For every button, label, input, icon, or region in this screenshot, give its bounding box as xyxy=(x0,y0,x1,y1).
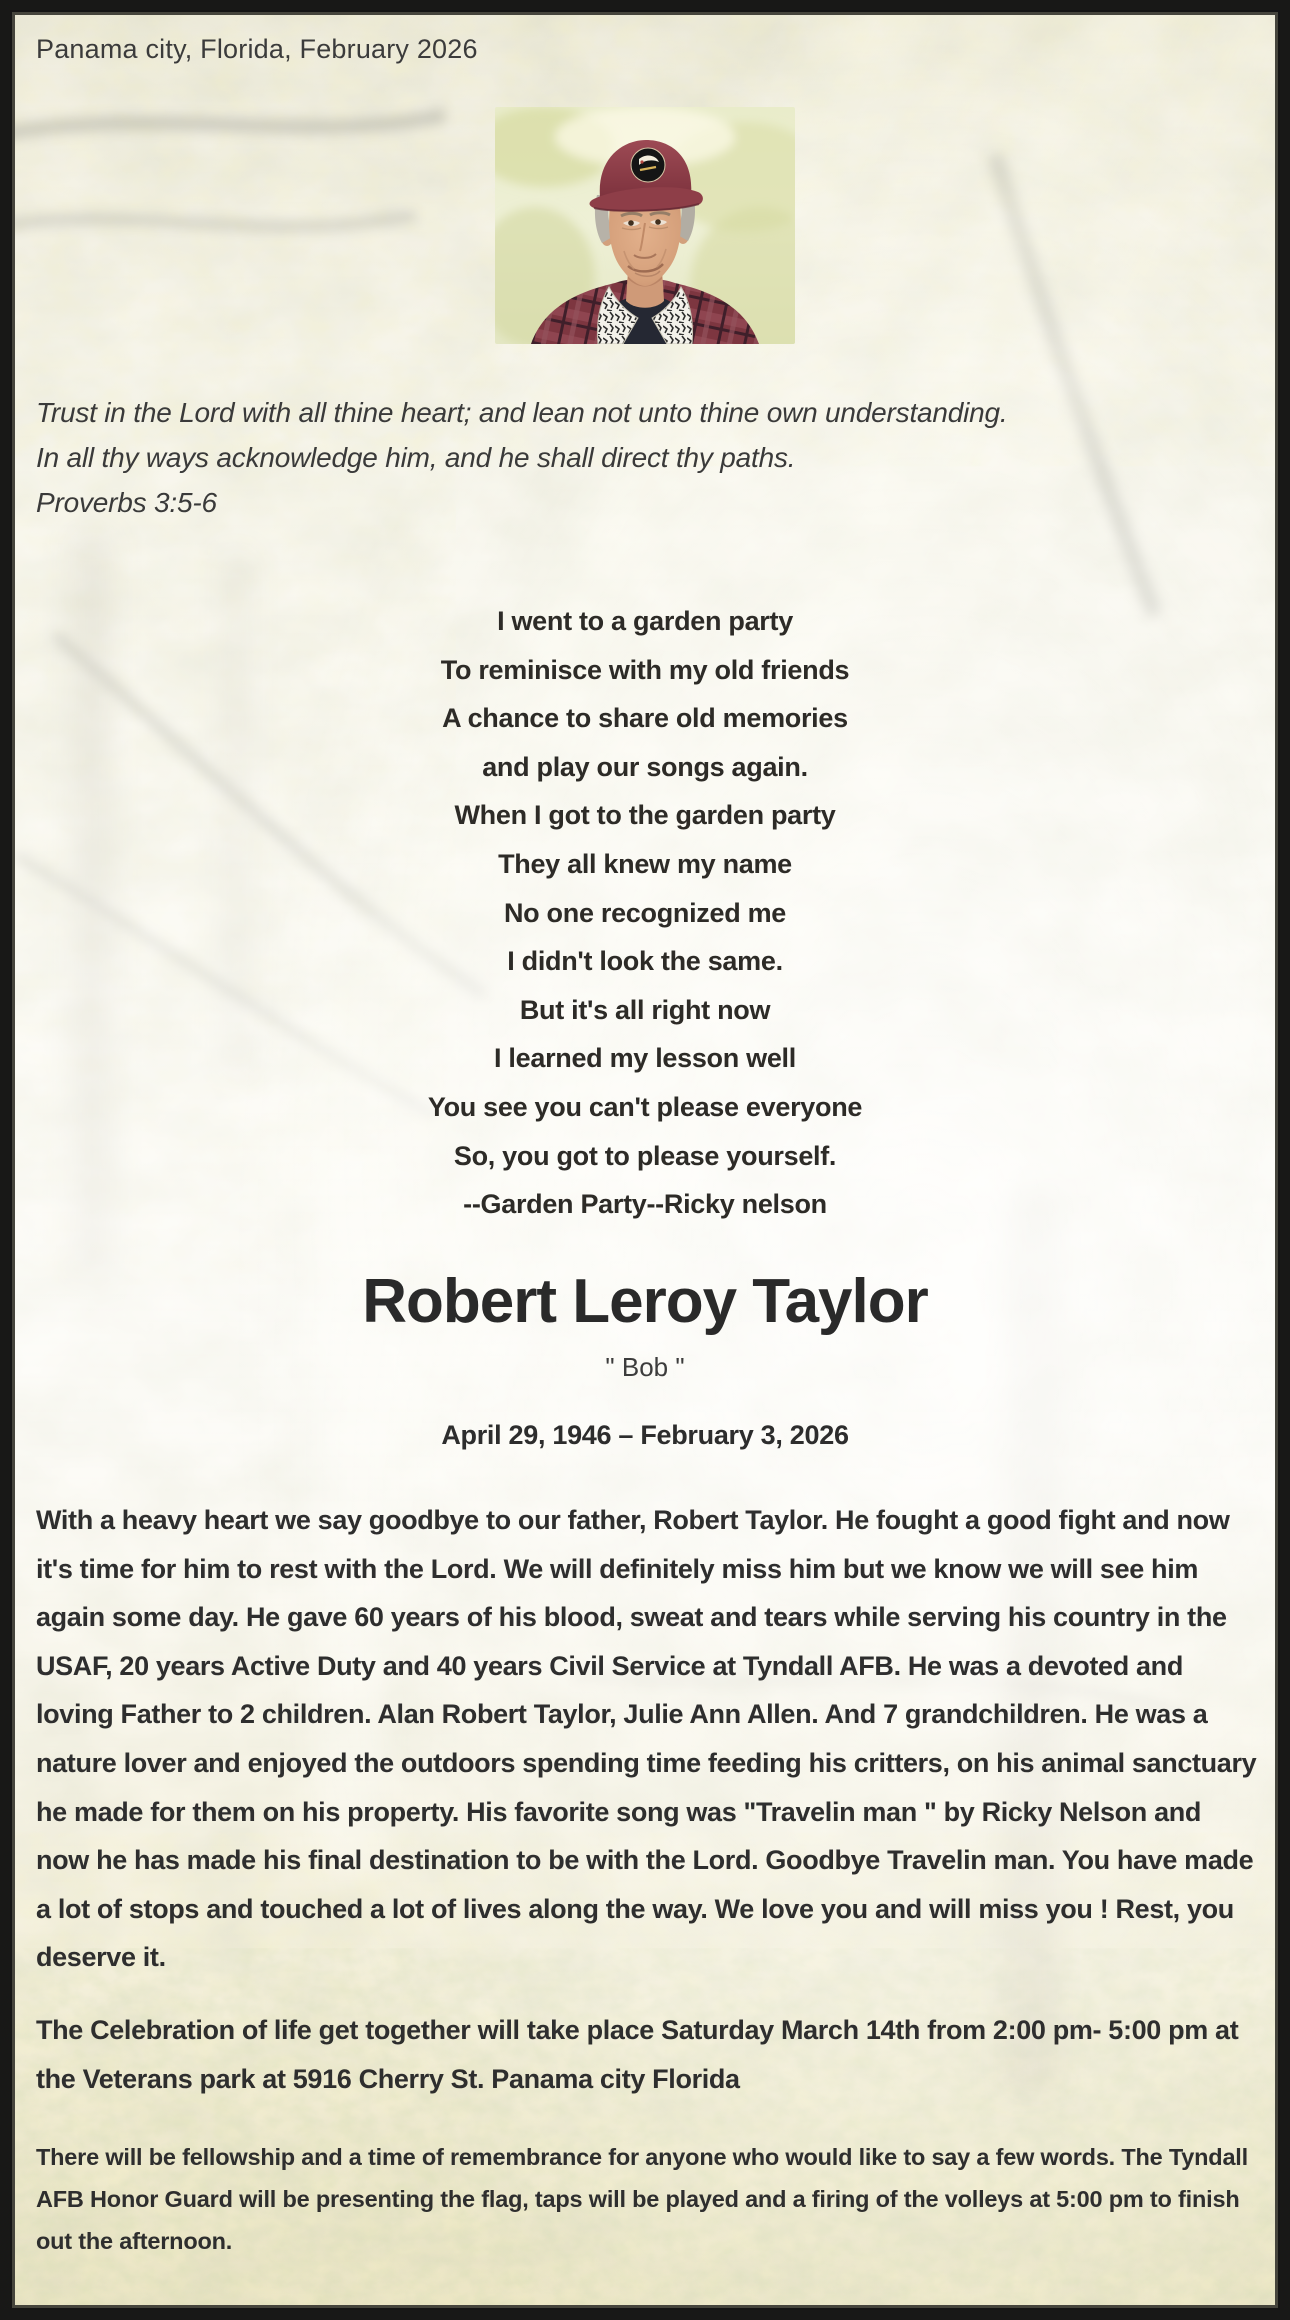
poem-line: I went to a garden party xyxy=(497,606,793,636)
dateline: Panama city, Florida, February 2026 xyxy=(36,34,478,64)
poem-credit: --Garden Party--Ricky nelson xyxy=(463,1189,827,1220)
scripture-line: In all thy ways acknowledge him, and he shall direct thy paths. xyxy=(36,442,796,473)
obituary-text: With a heavy heart we say goodbye to our father, Robert Taylor. He fought a good fight and now it's time for him to rest with the Lord. We will definitely miss him but we know we will see him again some day. He gave 60 years of his blood, sweat and tears while serving his country in the USAF, 20 years Active Duty and 40 years Civil Service at Tyndall AFB. He was a devoted and loving Father to 2 children. Alan Robert Taylor, Julie Ann Allen. And 7 grandchildren. He was a nature lover and enjoyed the outdoors spending time feeding his critters, on his animal sanctuary he made for them on his property. His favorite song was "Travelin man " by Ricky Nelson and now he has made his final destination to be with the Lord. Goodbye Travelin man. You have made a lot of stops and touched a lot of lives along the way. We love you and will miss you ! Rest, you deserve it. xyxy=(36,1505,1257,1973)
poem-line: They all knew my name xyxy=(498,848,792,879)
deceased-name: Robert Leroy Taylor xyxy=(362,1267,928,1336)
poem-line: To reminisce with my old friends xyxy=(440,654,850,685)
memorial-poem xyxy=(0,597,1290,1229)
celebration-announcement: The Celebration of life get together will take place Saturday March 14th from 2:00 pm- 5:00 pm at the Veterans park at 5916 Cherry St. Panama city Florida xyxy=(36,2015,1239,2094)
remembrance-details: There will be fellowship and a time of remembrance for anyone who would like to say a few words. The Tyndall AFB Honor Guard will be presenting the flag, taps will be played and a firing of the volleys at 5:00 pm to finish out the afternoon. xyxy=(36,2144,1248,2254)
poem-line: So, you got to please yourself. xyxy=(453,1140,837,1171)
poem-line: But it's all right now xyxy=(519,994,771,1025)
poem-line: You see you can't please everyone xyxy=(427,1091,863,1122)
poem-line: and play our songs again. xyxy=(482,751,808,782)
portrait-photo xyxy=(495,107,795,344)
poem-line: A chance to share old memories xyxy=(442,703,848,734)
poem-line: When I got to the garden party xyxy=(454,800,836,831)
lifespan-dates: April 29, 1946 – February 3, 2026 xyxy=(441,1420,849,1450)
poem-line: I learned my lesson well xyxy=(494,1043,796,1074)
scripture-quote xyxy=(36,390,1008,525)
poem-line: No one recognized me xyxy=(503,897,787,928)
portrait-illustration xyxy=(495,107,795,344)
scripture-line: Trust in the Lord with all thine heart; and lean not unto thine own understanding. xyxy=(36,397,1008,428)
poem-line: I didn't look the same. xyxy=(507,946,783,977)
scripture-reference: Proverbs 3:5-6 xyxy=(36,487,217,518)
deceased-nickname: " Bob " xyxy=(605,1352,685,1382)
